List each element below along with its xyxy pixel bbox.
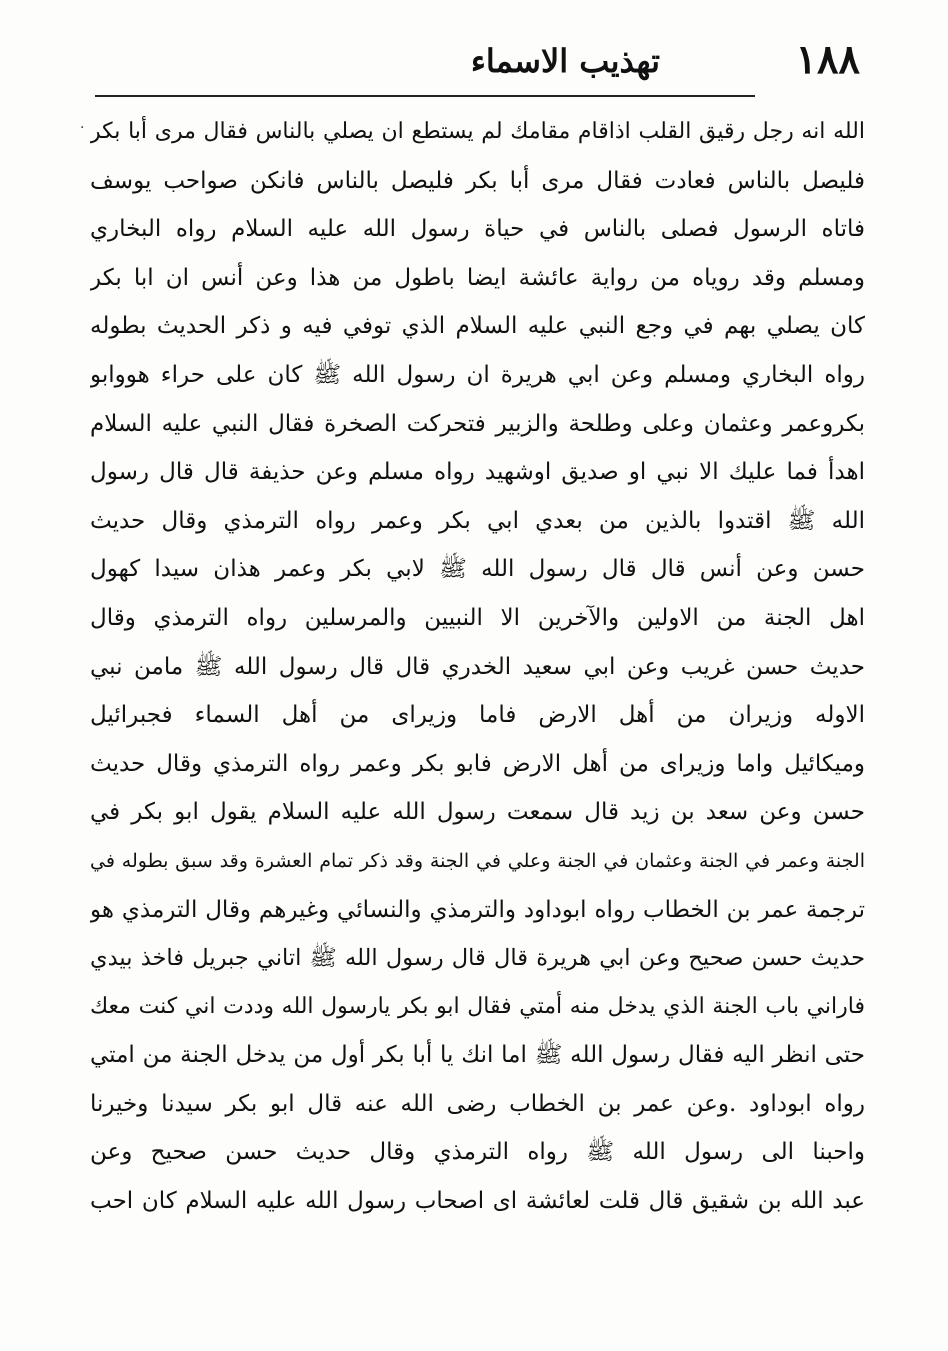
text-line: واحبنا الى رسول الله ﷺ رواه الترمذي وقال حديث حسن صحيح وعن — [90, 1139, 865, 1166]
text-line: وميكائيل واما وزيراى من أهل الارض فابو بكر وعمر رواه الترمذي وقال حديث — [90, 750, 865, 777]
text-line: حديث حسن غريب وعن ابي سعيد الخدري قال قال رسول الله ﷺ مامن نبي — [90, 653, 865, 680]
text-line: حسن وعن أنس قال قال رسول الله ﷺ لابي بكر وعمر هذان سيدا كهول — [90, 556, 865, 583]
text-line: الله ﷺ اقتدوا بالذين من بعدي ابي بكر وعمر رواه الترمذي وقال حديث — [90, 507, 865, 534]
page-number: ١٨٨ — [795, 36, 860, 83]
header-rule — [95, 95, 755, 97]
text-line: بكروعمر وعثمان وعلى وطلحة والزبير فتحركت الصخرة فقال النبي عليه السلام — [90, 410, 865, 437]
text-line: كان يصلي بهم في وجع النبي عليه السلام الذي توفي فيه و ذكر الحديث بطوله — [90, 313, 865, 340]
text-line: اهل الجنة من الاولين والآخرين الا النبيين والمرسلين رواه الترمذي وقال — [90, 604, 865, 631]
text-line: الله انه رجل رقيق القلب اذاقام مقامك لم يستطع ان يصلي بالناس فقال مرى أبا بكر — [90, 119, 865, 144]
text-line: فاراني باب الجنة الذي يدخل منه أمتي فقال ابو بكر يارسول الله وددت اني كنت معك — [90, 993, 865, 1019]
body-text — [90, 108, 865, 1226]
text-line: حديث حسن صحيح وعن ابي هريرة قال قال رسول الله ﷺ اتاني جبريل فاخذ بيدي — [90, 945, 865, 972]
page-header — [80, 34, 860, 90]
text-line: اهدأ فما عليك الا نبي او صديق اوشهيد رواه مسلم وعن حذيفة قال قال رسول — [90, 459, 865, 486]
running-title: تهذيب الاسماء — [470, 42, 660, 80]
text-line: الاوله وزيران من أهل الارض فاما وزيراى من أهل السماء فجبرائيل — [90, 702, 865, 729]
text-line: عبد الله بن شقيق قال قلت لعائشة اى اصحاب رسول الله عليه السلام كان احب — [90, 1188, 865, 1215]
text-line: الجنة وعمر في الجنة وعثمان في الجنة وعلي في الجنة وقد ذكر تمام العشرة وقد سبق بطوله في — [90, 849, 865, 872]
text-line: حسن وعن سعد بن زيد قال سمعت رسول الله عليه السلام يقول ابو بكر في — [90, 799, 865, 826]
text-line: فاتاه الرسول فصلى بالناس في حياة رسول الله عليه السلام رواه البخاري — [90, 216, 865, 243]
text-line: رواه البخاري ومسلم وعن ابي هريرة ان رسول الله ﷺ كان على حراء هووابو — [90, 361, 865, 388]
text-line: ومسلم وقد روياه من رواية عائشة ايضا باطول من هذا وعن أنس ان ابا بكر — [90, 264, 865, 291]
text-line: حتى انظر اليه فقال رسول الله ﷺ اما انك يا أبا بكر أول من يدخل الجنة من امتي — [90, 1042, 865, 1069]
margin-mark: · — [80, 120, 85, 136]
text-line: ترجمة عمر بن الخطاب رواه ابوداود والترمذي والنسائي وغيرهم وقال الترمذي هو — [90, 896, 865, 923]
text-line: فليصل بالناس فعادت فقال مرى أبا بكر فليصل بالناس فانكن صواحب يوسف — [90, 167, 865, 194]
text-line: رواه ابوداود .وعن عمر بن الخطاب رضى الله عنه قال ابو بكر سيدنا وخيرنا — [90, 1090, 865, 1117]
